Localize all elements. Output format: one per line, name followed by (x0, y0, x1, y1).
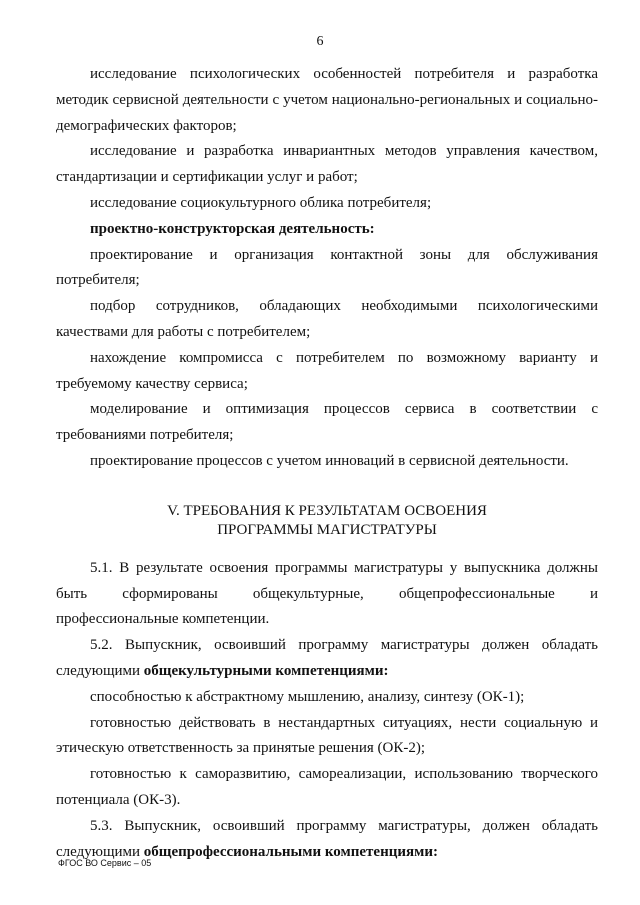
paragraph-5-2 (56, 633, 598, 685)
paragraph-research-quality: исследование и разработка инвариантных методов управления качеством, стандартизации и сертификации услуг и работ; (56, 143, 598, 186)
paragraph-5-3-bold: общепрофессиональными компетенциями: (143, 843, 438, 860)
paragraph-design-modeling: моделирование и оптимизация процессов сервиса в соответствии с требованиями потребителя; (56, 401, 598, 444)
competence-ok-1: способностью к абстрактному мышлению, анализу, синтезу (ОК-1); (90, 688, 525, 705)
paragraph-research-sociocultural: исследование социокультурного облика потребителя; (90, 194, 432, 211)
page-footer: ФГОС ВО Сервис – 05 (58, 858, 152, 868)
paragraph-design-staff: подбор сотрудников, обладающих необходимыми психологическими качествами для работы с потребителем; (56, 298, 598, 340)
section-title-line-1: V. ТРЕБОВАНИЯ К РЕЗУЛЬТАТАМ ОСВОЕНИЯ (167, 502, 487, 519)
paragraph-design-contact-zone: проектирование и организация контактной зоны для обслуживания потребителя; (56, 246, 598, 289)
competence-ok-2: готовностью действовать в нестандартных ситуациях, нести социальную и этическую ответственность за принятые решения (ОК-2); (56, 714, 598, 757)
paragraph-research-psychology: исследование психологических особенностей потребителя и разработка методик сервисной деятельности с учетом национально-региональных и социально-демографических факторов; (56, 66, 598, 134)
spacer (56, 540, 598, 556)
paragraph-design-innovations: проектирование процессов с учетом инноваций в сервисной деятельности. (90, 452, 569, 469)
paragraph-5-1: 5.1. В результате освоения программы магистратуры у выпускника должны быть сформированы общекультурные, общепрофессиональные и профессиональные компетенции. (56, 559, 598, 628)
design-activity-heading: проектно-конструкторская деятельность: (90, 220, 375, 237)
paragraph-5-3-text: 5.3. Выпускник, освоивший программу магистратуры, должен обладать следующими (56, 817, 598, 860)
paragraph-5-2-bold: общекультурными компетенциями: (143, 662, 389, 679)
paragraph-design-compromise: нахождение компромисса с потребителем по возможному варианту и требуемому качеству сервиса; (56, 349, 598, 392)
section-title-line-2: ПРОГРАММЫ МАГИСТРАТУРЫ (217, 521, 437, 538)
page-number: 6 (316, 34, 324, 49)
competence-ok-3: готовностью к саморазвитию, самореализации, использованию творческого потенциала (ОК-3). (56, 766, 598, 808)
paragraph-5-2-text: 5.2. Выпускник, освоивший программу магистратуры должен обладать следующими (56, 637, 598, 679)
spacer (56, 475, 598, 502)
page-body (56, 62, 598, 865)
